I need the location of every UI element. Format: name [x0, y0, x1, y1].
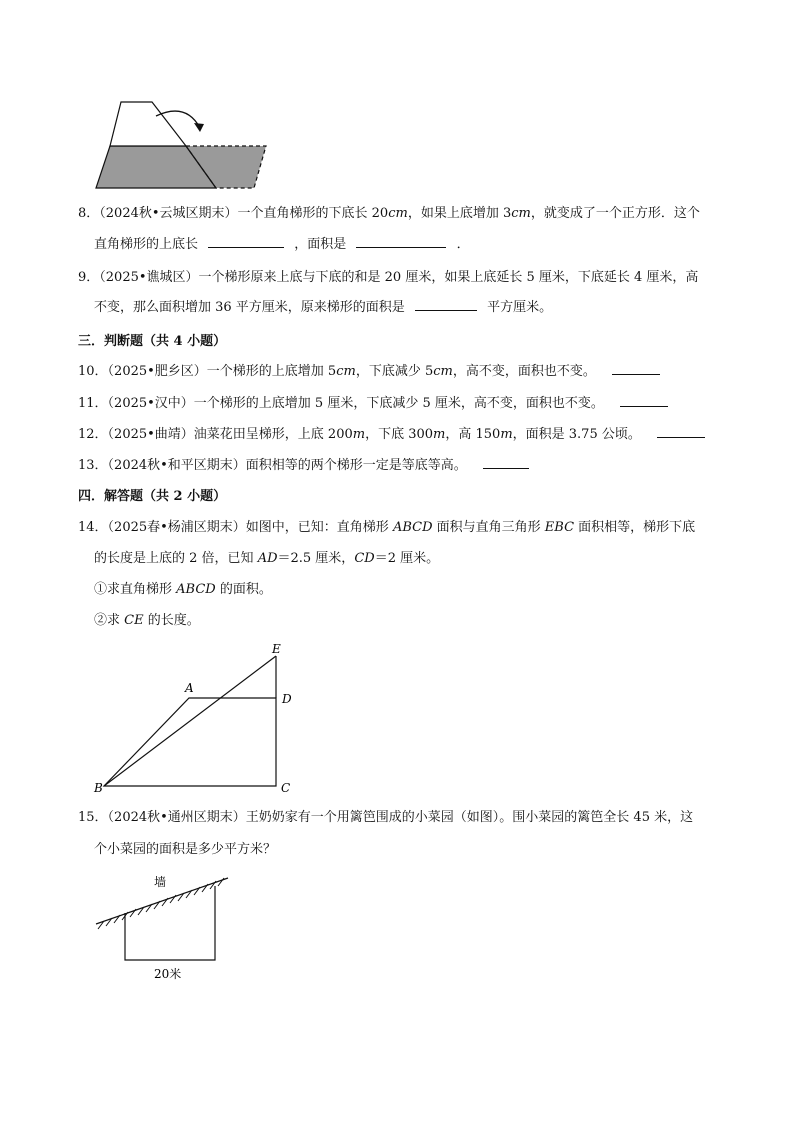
q8-text: ，如果上底增加 3 — [407, 206, 512, 221]
q14-text: ②求 — [94, 613, 121, 628]
q10-text: ，下底减少 5 — [355, 364, 434, 379]
q10-text: ，高不变，面积也不变。 — [452, 364, 596, 379]
arrow-head-icon — [194, 123, 204, 132]
trapezoid-abcd — [104, 698, 276, 786]
q9-text: 不变，那么面积增加 36 平方厘米，原来梯形的面积是 — [94, 300, 405, 315]
question-8-line-2 — [94, 235, 470, 255]
q14-text: ＝2.5 厘米， — [277, 551, 355, 566]
q8-text: 8．（2024秋•云城区期末）一个直角梯形的下底长 20 — [78, 206, 389, 221]
q14-text: 的长度是上底的 2 倍，已知 — [94, 551, 254, 566]
garden-fence — [125, 886, 215, 960]
answer-blank[interactable] — [483, 456, 529, 469]
label-e: E — [272, 642, 281, 656]
q10-unit: cm — [433, 364, 453, 379]
q15-text: 个小菜园的面积是多少平方米？ — [94, 842, 277, 857]
answer-blank[interactable] — [612, 362, 660, 375]
question-14-sub-2 — [94, 611, 200, 631]
q14-text: 面积与直角三角形 — [436, 520, 541, 535]
q14-text: 的面积。 — [219, 582, 272, 597]
question-10 — [78, 362, 660, 382]
q14-text: 面积相等，梯形下底 — [578, 520, 696, 535]
question-11 — [78, 394, 668, 414]
question-9-line-2 — [94, 298, 552, 318]
bottom-length-label: 20米 — [154, 967, 182, 981]
q14-ce: CE — [124, 613, 144, 628]
question-15-line-2 — [94, 840, 276, 860]
q14-ad: AD — [257, 551, 278, 566]
label-c: C — [281, 781, 291, 795]
question-15-line-1 — [78, 808, 693, 828]
wall-label: 墙 — [154, 875, 167, 889]
q14-ebc: EBC — [544, 520, 575, 535]
q14-text: 的长度。 — [147, 613, 200, 628]
section-4-heading: 四．解答题（共 2 小题） — [78, 489, 227, 504]
answer-blank[interactable] — [415, 298, 477, 311]
q14-abcd: ABCD — [392, 520, 433, 535]
q8-unit: cm — [511, 206, 531, 221]
q10-text: 10．（2025•肥乡区）一个梯形的上底增加 5 — [78, 364, 337, 379]
question-14-line-2 — [94, 549, 439, 569]
q13-text: 13．（2024秋•和平区期末）面积相等的两个梯形一定是等底等高。 — [78, 458, 467, 473]
question-13 — [78, 456, 529, 476]
q12-text: ，高 150 — [445, 427, 501, 442]
q12-unit: m — [500, 427, 513, 442]
q9-text: 平方厘米。 — [487, 300, 553, 315]
answer-blank[interactable] — [657, 425, 705, 438]
question-12 — [78, 425, 705, 445]
label-a: A — [185, 681, 194, 695]
trapezoid-rotation-figure — [90, 96, 280, 194]
q8-text: 直角梯形的上底长 — [94, 237, 199, 252]
q14-text: 14．（2025春•杨浦区期末）如图中，已知：直角梯形 — [78, 520, 389, 535]
q10-unit: cm — [336, 364, 356, 379]
q12-text: ，面积是 3.75 公顷。 — [512, 427, 641, 442]
question-8-line-1 — [78, 204, 700, 224]
q8-unit: cm — [388, 206, 408, 221]
q12-text: ，下底 300 — [365, 427, 434, 442]
label-b: B — [94, 781, 103, 795]
answer-blank[interactable] — [620, 394, 668, 407]
question-9-line-1 — [78, 268, 698, 288]
garden-figure — [90, 868, 240, 986]
q8-text: ． — [456, 237, 470, 252]
question-14-line-1 — [78, 518, 695, 538]
section-3-heading: 三．判断题（共 4 小题） — [78, 334, 227, 349]
q9-text: 9．（2025•谯城区）一个梯形原来上底与下底的和是 20 厘米，如果上底延长 5 厘米，下底延长 4 厘米，高 — [78, 270, 699, 285]
q11-text: 11．（2025•汉中）一个梯形的上底增加 5 厘米，下底减少 5 厘米，高不变，面积也不变。 — [78, 396, 604, 411]
q8-text: ，面积是 — [294, 237, 347, 252]
q14-text: ①求直角梯形 — [94, 582, 173, 597]
answer-blank[interactable] — [356, 235, 446, 248]
q14-cd: CD — [354, 551, 375, 566]
q12-unit: m — [352, 427, 366, 442]
line-be — [104, 656, 276, 786]
q8-text: ，就变成了一个正方形．这个 — [530, 206, 700, 221]
q12-text: 12．（2025•曲靖）油菜花田呈梯形，上底 200 — [78, 427, 353, 442]
answer-blank[interactable] — [208, 235, 284, 248]
trapezoid-triangle-figure — [90, 640, 310, 800]
label-d: D — [282, 692, 292, 706]
q15-text: 15．（2024秋•通州区期末）王奶奶家有一个用篱笆围成的小菜园（如图）。围小菜园的篱笆全长 45 米，这 — [78, 810, 694, 825]
question-14-sub-1 — [94, 580, 272, 600]
trapezoid-top-white — [110, 102, 186, 146]
q12-unit: m — [433, 427, 446, 442]
q14-abcd: ABCD — [176, 582, 216, 597]
q14-text: ＝2 厘米。 — [374, 551, 440, 566]
